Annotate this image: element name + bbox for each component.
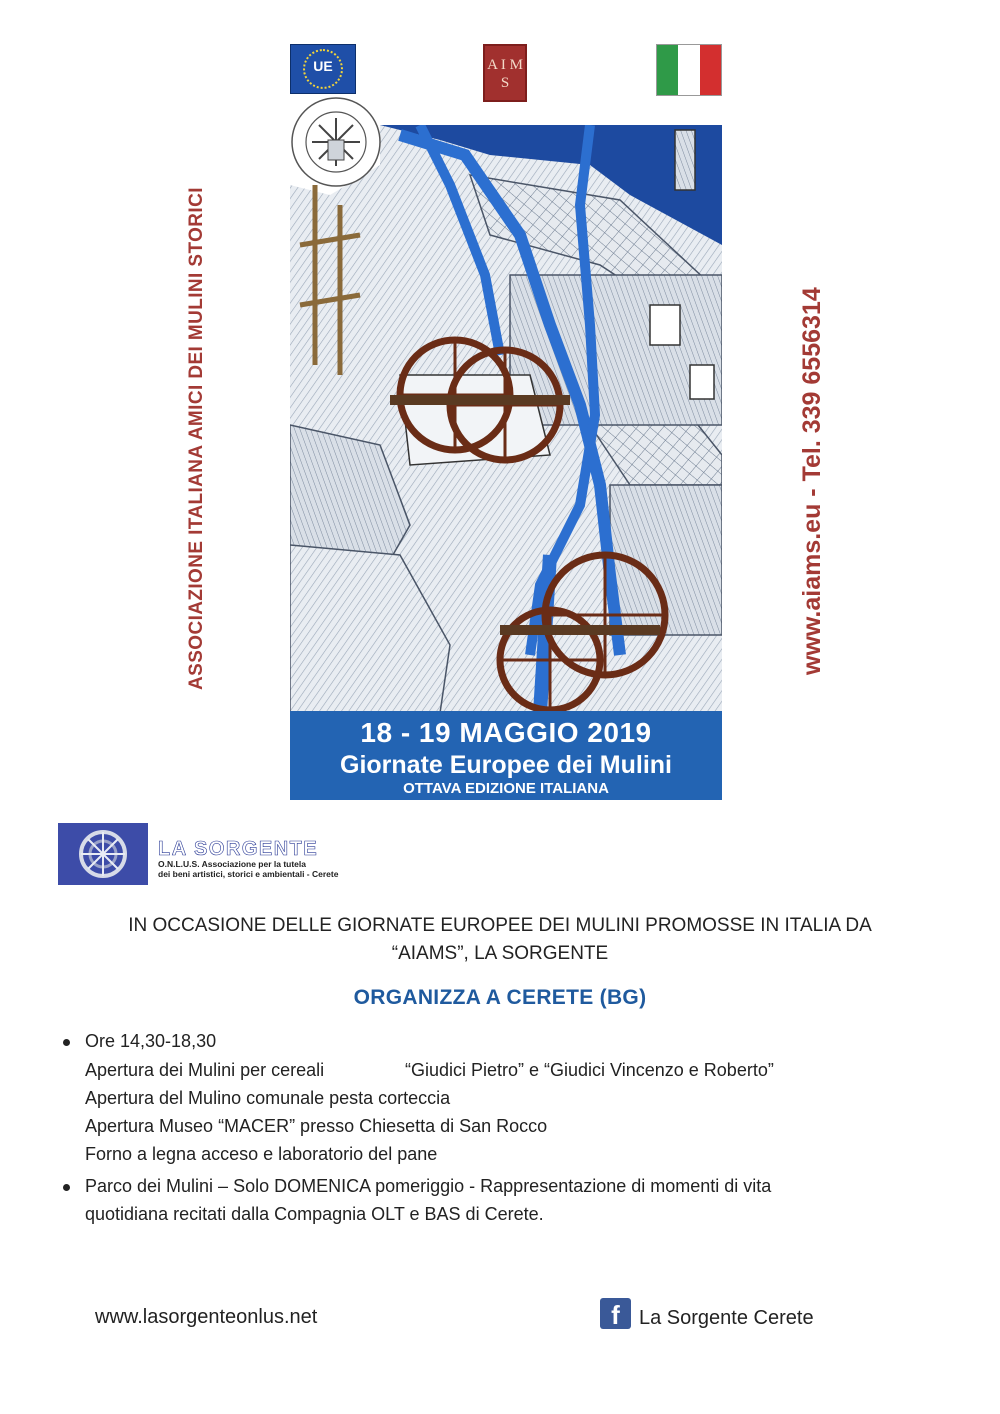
- schedule-hours: Ore 14,30-18,30: [85, 1031, 217, 1051]
- watermill-illustration: [290, 125, 722, 713]
- program-item-bark-mill: Apertura del Mulino comunale pesta corteccia: [85, 1088, 451, 1108]
- la-sorgente-title: LA SORGENTE: [158, 838, 319, 860]
- italy-flag-white: [678, 45, 699, 95]
- event-name: Giornate Europee dei Mulini: [340, 751, 672, 779]
- facebook-icon[interactable]: f: [600, 1298, 631, 1329]
- program-item-mills: Apertura dei Mulini per cereali: [85, 1060, 325, 1080]
- aims-logo: [483, 44, 527, 102]
- program-item-park: Parco dei Mulini – Solo DOMENICA pomeriggio - Rappresentazione di momenti di vita: [85, 1176, 772, 1196]
- association-name-vertical: ASSOCIAZIONE ITALIANA AMICI DEI MULINI STORICI: [186, 187, 207, 690]
- la-sorgente-logo-image: [58, 823, 148, 885]
- event-date: 18 - 19 MAGGIO 2019: [360, 717, 652, 748]
- event-banner: [290, 711, 722, 800]
- la-sorgente-subtitle-1: O.N.L.U.S. Associazione per la tutela: [158, 859, 306, 869]
- italy-flag-green: [657, 45, 678, 95]
- program-item-mill-names: “Giudici Pietro” e “Giudici Vincenzo e Roberto”: [405, 1060, 774, 1080]
- bullet-dot-1: [63, 1039, 70, 1046]
- footer-facebook-page[interactable]: La Sorgente Cerete: [639, 1307, 814, 1329]
- la-sorgente-subtitle-2: dei beni artistici, storici e ambientali - Cerete: [158, 869, 339, 879]
- eu-flag-logo: [290, 44, 356, 94]
- tims-seal-logo: [290, 96, 382, 188]
- bullet-dot-2: [63, 1184, 70, 1191]
- program-item-park-cont: quotidiana recitati dalla Compagnia OLT e BAS di Cerete.: [85, 1204, 544, 1224]
- program-item-oven: Forno a legna acceso e laboratorio del pane: [85, 1144, 438, 1164]
- aiams-contact-vertical: www.aiams.eu - Tel. 339 6556314: [798, 287, 826, 675]
- organizer-heading: ORGANIZZA A CERETE (BG): [353, 986, 647, 1009]
- aims-logo-letters: A I M S: [487, 57, 523, 91]
- event-edition: OTTAVA EDIZIONE ITALIANA: [403, 780, 609, 797]
- eu-flag-label: UE: [313, 58, 333, 74]
- footer-website-link[interactable]: www.lasorgenteonlus.net: [95, 1306, 318, 1328]
- italy-flag-logo: [656, 44, 722, 96]
- italy-flag-red: [700, 45, 721, 95]
- program-item-museum: Apertura Museo “MACER” presso Chiesetta di San Rocco: [85, 1116, 548, 1136]
- intro-line-2: “AIAMS”, LA SORGENTE: [391, 943, 609, 964]
- intro-line-1: IN OCCASIONE DELLE GIORNATE EUROPEE DEI MULINI PROMOSSE IN ITALIA DA: [128, 915, 872, 936]
